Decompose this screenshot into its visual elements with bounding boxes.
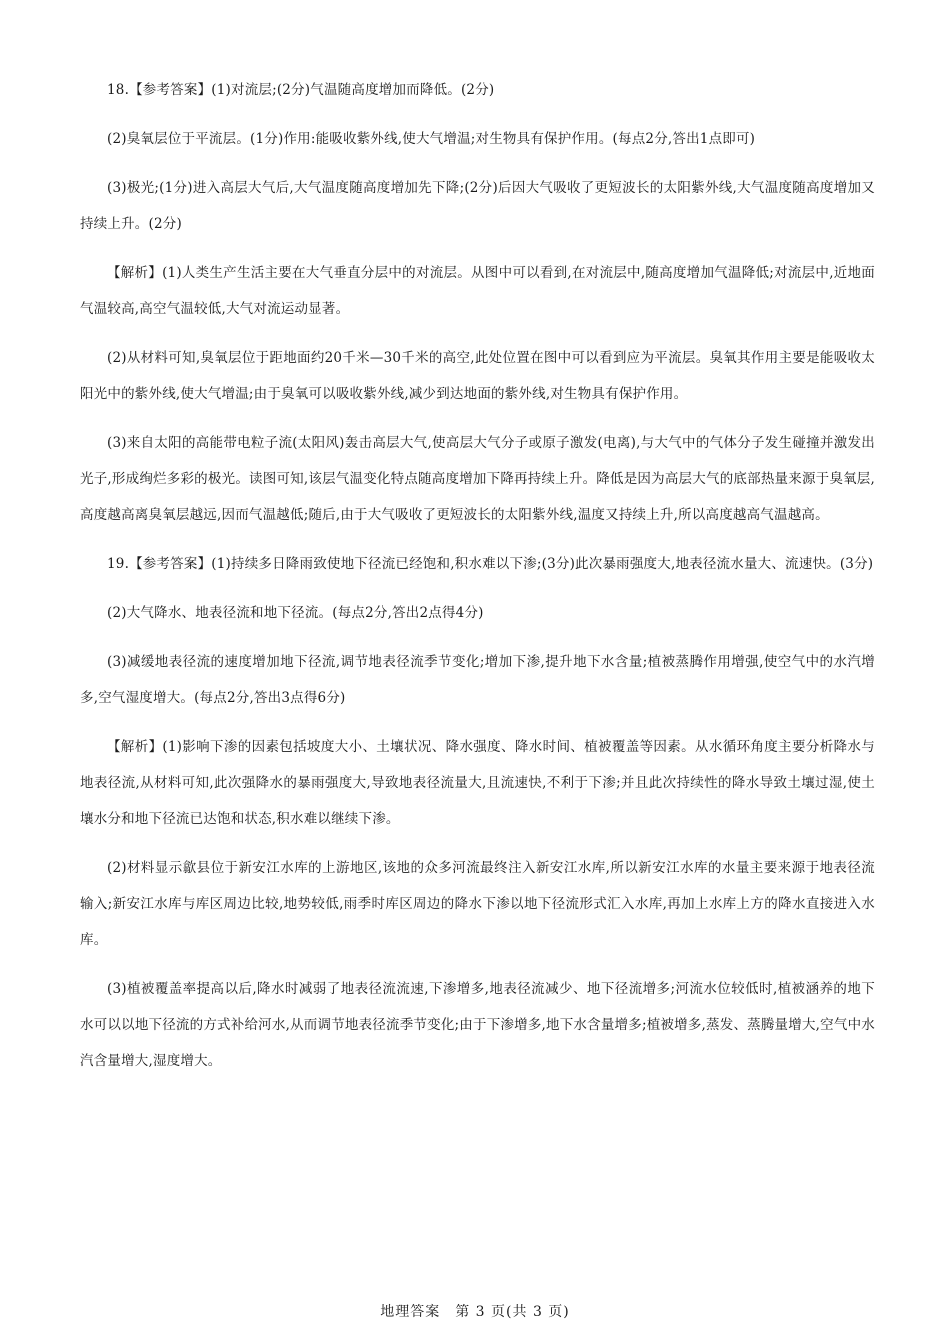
q19-analysis-2: (2)材料显示歙县位于新安江水库的上游地区,该地的众多河流最终注入新安江水库,所以新安江水库的水量主要来源于地表径流输入;新安江水库与库区周边比较,地势较低,雨季时库区周边的降水下渗以地下径流形式汇入水库,再加上水库上方的降水直接进入水库。 <box>80 860 875 948</box>
answer-content <box>80 72 875 1092</box>
q19-answer-3: (3)减缓地表径流的速度增加地下径流,调节地表径流季节变化;增加下渗,提升地下水含量;植被蒸腾作用增强,使空气中的水汽增多,空气湿度增大。(每点2分,答出3点得6分) <box>80 654 875 706</box>
q19-answer-1: 19.【参考答案】(1)持续多日降雨致使地下径流已经饱和,积水难以下渗;(3分)此次暴雨强度大,地表径流水量大、流速快。(3分) <box>107 556 874 572</box>
page-footer: 地理答案 第 3 页(共 3 页) <box>380 1304 570 1320</box>
q18-answer-2: (2)臭氧层位于平流层。(1分)作用:能吸收紫外线,使大气增温;对生物具有保护作用。(每点2分,答出1点即可) <box>107 131 756 147</box>
q18-analysis-1: 【解析】(1)人类生产生活主要在大气垂直分层中的对流层。从图中可以看到,在对流层中,随高度增加气温降低;对流层中,近地面气温较高,高空气温较低,大气对流运动显著。 <box>80 265 875 317</box>
q18-analysis-2: (2)从材料可知,臭氧层位于距地面约20千米—30千米的高空,此处位置在图中可以看到应为平流层。臭氧其作用主要是能吸收太阳光中的紫外线,使大气增温;由于臭氧可以吸收紫外线,减少到达地面的紫外线,对生物具有保护作用。 <box>80 350 875 402</box>
q18-answer-1: 18.【参考答案】(1)对流层;(2分)气温随高度增加而降低。(2分) <box>107 82 495 98</box>
q18-answer-3: (3)极光;(1分)进入高层大气后,大气温度随高度增加先下降;(2分)后因大气吸收了更短波长的太阳紫外线,大气温度随高度增加又持续上升。(2分) <box>80 180 875 232</box>
q18-analysis-3: (3)来自太阳的高能带电粒子流(太阳风)轰击高层大气,使高层大气分子或原子激发(电离),与大气中的气体分子发生碰撞并激发出光子,形成绚烂多彩的极光。读图可知,该层气温变化特点随高度增加下降再持续上升。降低是因为高层大气的底部热量来源于臭氧层,高度越高离臭氧层越远,因而气温越低;随后,由于大气吸收了更短波长的太阳紫外线,温度又持续上升,所以高度越高气温越高。 <box>80 435 875 523</box>
q19-answer-2: (2)大气降水、地表径流和地下径流。(每点2分,答出2点得4分) <box>107 605 484 621</box>
q19-analysis-3: (3)植被覆盖率提高以后,降水时减弱了地表径流流速,下渗增多,地表径流减少、地下径流增多;河流水位较低时,植被涵养的地下水可以以地下径流的方式补给河水,从而调节地表径流季节变化;由于下渗增多,地下水含量增多;植被增多,蒸发、蒸腾量增大,空气中水汽含量增大,湿度增大。 <box>80 981 875 1069</box>
q19-analysis-1: 【解析】(1)影响下渗的因素包括坡度大小、土壤状况、降水强度、降水时间、植被覆盖等因素。从水循环角度主要分析降水与地表径流,从材料可知,此次强降水的暴雨强度大,导致地表径流量大,且流速快,不利于下渗;并且此次持续性的降水导致土壤过湿,使土壤水分和地下径流已达饱和状态,积水难以继续下渗。 <box>80 739 875 827</box>
